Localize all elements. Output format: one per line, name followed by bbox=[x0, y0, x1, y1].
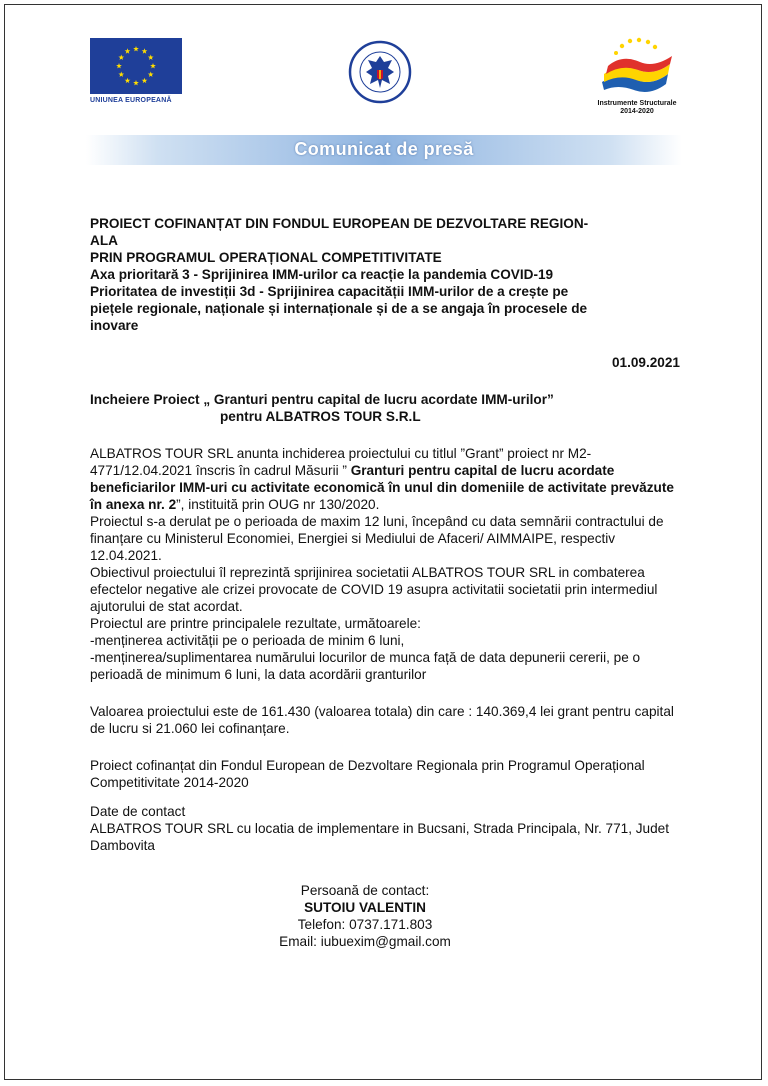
eu-star-icon bbox=[125, 48, 131, 53]
eu-star-icon bbox=[148, 55, 154, 60]
heading-line: Axa prioritară 3 - Sprijinirea IMM-urilor ca reacție la pandemia COVID-19 bbox=[90, 267, 554, 282]
heading-line: inovare bbox=[90, 318, 139, 333]
paragraph-objective: Obiectivul proiectului îl reprezintă sprijinirea societatii ALBATROS TOUR SRL in combaterea efectelor negative ale crizei provocate de COVID 19 asupra activitatii societatii prin intermediul ajutorului de stat acordat. bbox=[90, 565, 658, 614]
is-caption-title: Instrumente Structurale bbox=[597, 100, 677, 107]
eu-star-icon bbox=[142, 48, 148, 53]
eu-star-icon bbox=[148, 72, 154, 77]
contact-name: SUTOIU VALENTIN bbox=[304, 900, 426, 915]
paragraph-results-intro: Proiectul are printre principalele rezultate, următoarele: bbox=[90, 616, 421, 631]
paragraph-duration: Proiectul s-a derulat pe o perioada de maxim 12 luni, începând cu data semnării contractului de finanțare cu Ministerul Economiei, Energiei si Mediului de Afaceri/ AIMMAIPE, respectiv 12.04.2021. bbox=[90, 514, 664, 563]
paragraph-announcement bbox=[90, 445, 680, 513]
eu-star-icon bbox=[118, 55, 124, 60]
is-caption-years: 2014-2020 bbox=[620, 108, 654, 115]
instrumente-structurale-logo bbox=[592, 32, 682, 127]
eu-star-icon bbox=[125, 78, 131, 83]
contact-heading: Date de contact bbox=[90, 804, 186, 819]
release-title-line1: Incheiere Proiect „ Granturi pentru capital de lucru acordate IMM-urilor” bbox=[90, 392, 554, 407]
announcement-suffix: ”, instituită prin OUG nr 130/2020. bbox=[176, 497, 380, 512]
heading-line: PROIECT COFINANȚAT DIN FONDUL EUROPEAN DE DEZVOLTARE REGION- bbox=[90, 216, 589, 231]
paragraph-value: Valoarea proiectului este de 161.430 (valoarea totala) din care : 140.369,4 lei grant pentru capital de lucru si 21.060 lei cofinanțare. bbox=[90, 704, 674, 736]
result-item: -menținerea activității pe o perioada de minim 6 luni, bbox=[90, 633, 405, 648]
contact-block bbox=[90, 882, 680, 950]
eu-star-icon bbox=[116, 63, 122, 68]
paragraph-location: ALBATROS TOUR SRL cu locatia de implementare in Bucsani, Strada Principala, Nr. 771, Judet Dambovita bbox=[90, 821, 670, 853]
eu-star-icon bbox=[118, 72, 124, 77]
release-title bbox=[90, 391, 680, 425]
eu-star-icon bbox=[133, 80, 139, 85]
heading-line: piețele regionale, naționale și internaționale și de a se angaja în procesele de bbox=[90, 301, 588, 316]
contact-email[interactable]: Email: iubuexim@gmail.com bbox=[279, 934, 451, 949]
document-date: 01.09.2021 bbox=[611, 355, 680, 370]
release-title-line2: pentru ALBATROS TOUR S.R.L bbox=[220, 409, 421, 424]
announcement-text: ALBATROS TOUR SRL anunta inchiderea proiectului cu titlul ”Grant” proiect nr M2-4771/12.04.2021 înscris în cadrul Măsurii ” bbox=[90, 446, 592, 478]
heading-line: Prioritatea de investiții 3d - Sprijinirea capacității IMM-urilor de a crește pe bbox=[90, 284, 569, 299]
document-body bbox=[90, 215, 680, 950]
paragraph-cofinancing: Proiect cofinanțat din Fondul European de Dezvoltare Regionala prin Programul Operațional Competitivitate 2014-2020 bbox=[90, 758, 645, 790]
eu-logo bbox=[90, 38, 182, 104]
result-item: -menținerea/suplimentarea numărului locurilor de munca față de data depunerii cererii, pe o perioadă de minimum 6 luni, la data acordării granturilor bbox=[90, 650, 641, 682]
eu-caption: UNIUNEA EUROPEANĂ bbox=[90, 97, 172, 104]
eu-star-icon bbox=[150, 63, 156, 68]
heading-line: ALA bbox=[90, 233, 118, 248]
project-heading bbox=[90, 215, 680, 334]
press-release-banner bbox=[86, 135, 682, 165]
banner-title: Comunicat de presă bbox=[294, 139, 474, 159]
contact-phone: Telefon: 0737.171.803 bbox=[297, 917, 433, 932]
measure-name: Granturi pentru capital de lucru acordate beneficiarilor IMM-uri cu activitate economică în unul din domeniile de activitate prevăzute în anexa nr. 2 bbox=[90, 463, 674, 512]
romanian-government-logo bbox=[348, 40, 412, 104]
eu-flag-icon bbox=[90, 38, 182, 94]
eu-star-icon bbox=[142, 78, 148, 83]
eu-star-icon bbox=[133, 46, 139, 51]
contact-label: Persoană de contact: bbox=[300, 883, 430, 898]
heading-line: PRIN PROGRAMUL OPERAȚIONAL COMPETITIVITATE bbox=[90, 250, 442, 265]
